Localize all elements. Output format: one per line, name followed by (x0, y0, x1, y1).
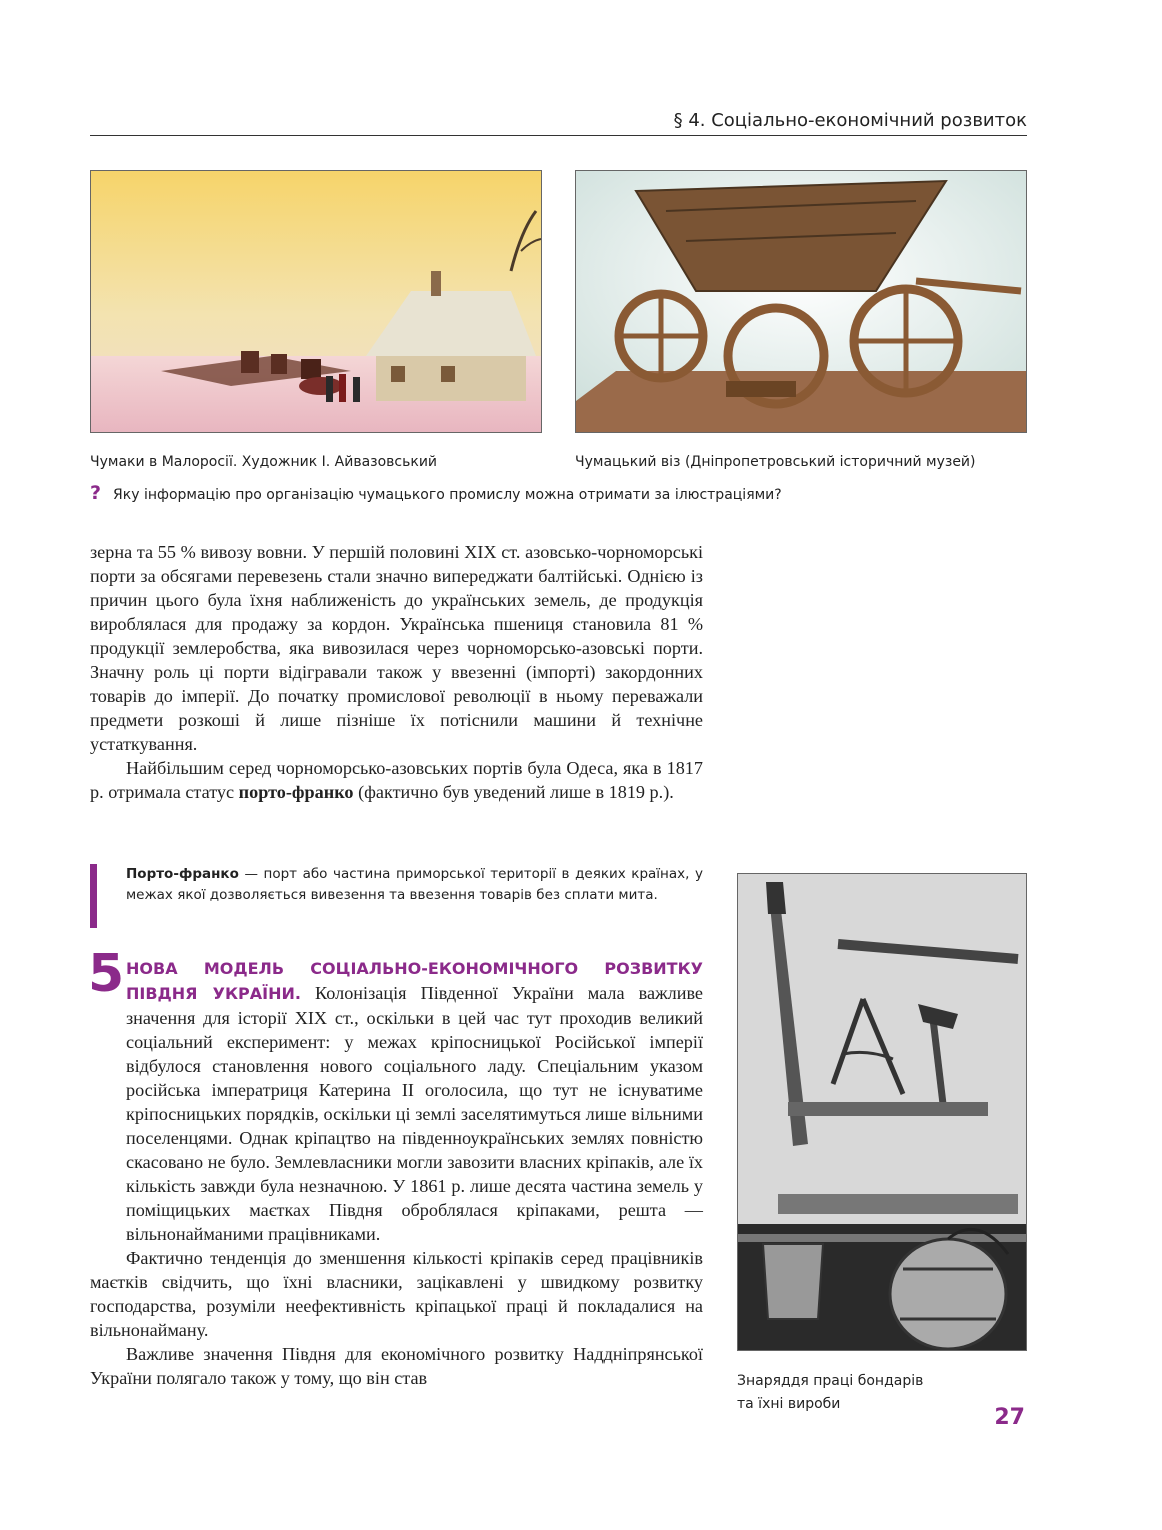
paragraph: зерна та 55 % вивозу вовни. У першій половині XIX ст. азовсько-чорноморські порти за обсягами перевезень стали значно випереджати балтійські. Однією із причин цього була їхня наближеність до українських земель, де продукція вироблялася для продажу за кордон. Українська пшениця становила 81 % продукції землеробства, яка вивозилася через чорноморсько-азовські порти. Значну роль ці порти відігравали також у ввезенні (імпорті) закордонних товарів до імперії. До початку промислової революції в ньому переважали предмети розкоші й лише пізніше їх потіснили машини й технічне устаткування. (90, 542, 703, 754)
painting-caption: Чумаки в Малоросії. Художник І. Айвазовський (90, 454, 438, 470)
section-number: 5 (88, 944, 125, 1004)
paragraph: Найбільшим серед чорноморсько-азовських портів була Одеса, яка в 1817 р. отримала статус порто-франко (фактично був уведений лише в 1819 р.). (90, 758, 703, 802)
paragraph: Важливе значення Півдня для економічного розвитку Наддніпрянської України полягало також у тому, що він став (90, 1344, 703, 1388)
definition-term: Порто-франко (126, 866, 239, 882)
running-header: § 4. Соціально-економічний розвиток (673, 110, 1027, 131)
section-text (90, 956, 703, 1390)
definition-text: Порто-франко — порт або частина приморської території в деяких країнах, у межах якої дозволяється вивезення та ввезення товарів без сплати мита. (126, 866, 703, 903)
tools-caption: Знаряддя праці бондарів та їхні вироби (737, 1373, 924, 1412)
question (90, 482, 990, 504)
page-number: 27 (994, 1405, 1025, 1430)
paragraph: Фактично тенденція до зменшення кількості кріпаків серед працівників маєтків свідчить, що їхні власники, зацікавлені у швидкому розвитку господарства, розуміли неефективність кріпацької праці й покладалися на вільнонайману. (90, 1248, 703, 1340)
definition-accent-bar (90, 864, 97, 928)
cart-image (575, 170, 1027, 433)
section-title: НОВА МОДЕЛЬ СОЦІАЛЬНО-ЕКОНОМІЧНОГО РОЗВИТКУ ПІВДНЯ УКРАЇНИ. (126, 959, 703, 1003)
tools-image (737, 873, 1027, 1351)
question-text: Яку інформацію про організацію чумацького промислу можна отримати за ілюстраціями? (113, 487, 782, 503)
body-text-top (90, 540, 703, 804)
header-rule (90, 135, 1027, 136)
paragraph: НОВА МОДЕЛЬ СОЦІАЛЬНО-ЕКОНОМІЧНОГО РОЗВИТКУ ПІВДНЯ УКРАЇНИ. Колонізація Південної України мала важливе значення для історії XIX ст., оскільки в цей час тут проходив великий соціальний експеримент: у межах кріпосницької Російської імперії відбулося становлення нового соціального ладу. Спеціальним указом російська імператриця Катерина II оголосила, що тут не існуватиме кріпосницьких порядків, оскільки ці землі заселятимуться лише вільними поселенцями. Однак кріпацтво на південноукраїнських землях повністю скасовано не було. Землевласники могли завозити власних кріпаків, але їх кількість завжди була незначною. У 1861 р. лише десята частина земель у поміщицьких маєтках Півдня оброблялася кріпаками, решта — вільнонайманими працівниками. (126, 959, 704, 1244)
definition-box (90, 864, 703, 906)
question-mark-icon: ? (90, 482, 102, 504)
term-porto-franco: порто-франко (238, 782, 354, 802)
painting-image (90, 170, 542, 433)
cart-caption: Чумацький віз (Дніпропетровський історичний музей) (575, 454, 976, 470)
